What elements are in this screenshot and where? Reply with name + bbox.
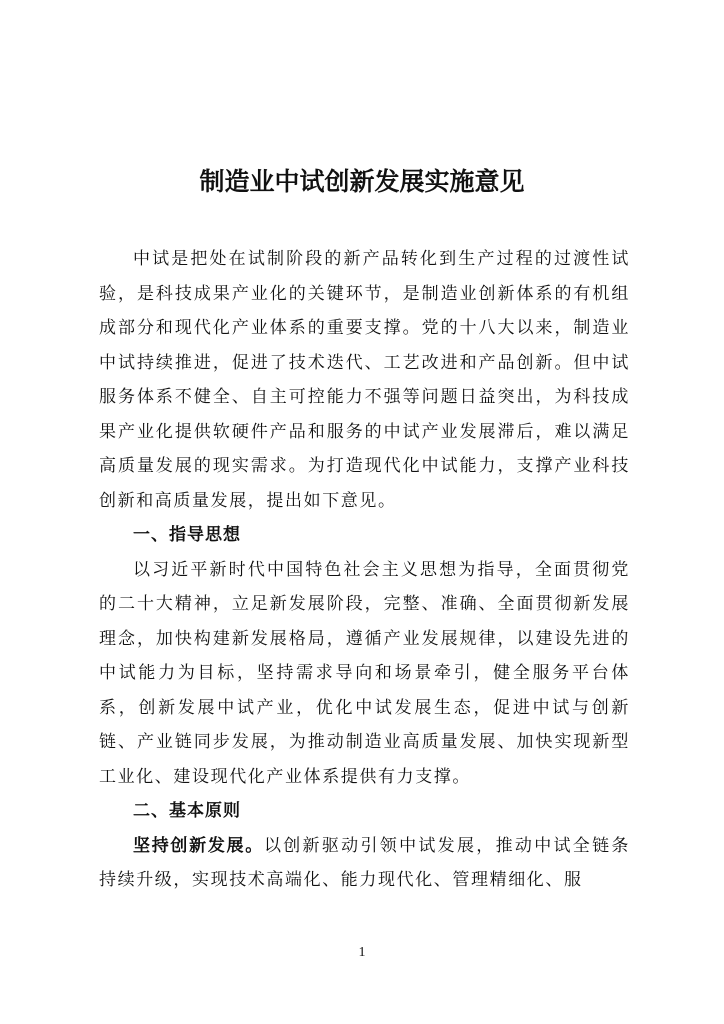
section-heading-basic-principles: 二、基本原则 bbox=[133, 801, 241, 821]
principle-text-innovation: 以创新驱动引领中试发展，推动中试全链条持续升级，实现技术高端化、能力现代化、管理精细化、服 bbox=[99, 835, 631, 890]
document-title: 制造业中试创新发展实施意见 bbox=[199, 167, 525, 196]
document-body bbox=[99, 242, 630, 898]
intro-paragraph: 中试是把处在试制阶段的新产品转化到生产过程的过渡性试验，是科技成果产业化的关键环节，是制造业创新体系的有机组成部分和现代化产业体系的重要支撑。党的十八大以来，制造业中试持续推进，促进了技术迭代、工艺改进和产品创新。但中试服务体系不健全、自主可控能力不强等问题日益突出，为科技成果产业化提供软硬件产品和服务的中试产业发展滞后，难以满足高质量发展的现实需求。为打造现代化中试能力，支撑产业科技创新和高质量发展，提出如下意见。 bbox=[99, 249, 630, 511]
guiding-ideology-paragraph: 以习近平新时代中国特色社会主义思想为指导，全面贯彻党的二十大精神，立足新发展阶段，完整、准确、全面贯彻新发展理念，加快构建新发展格局，遵循产业发展规律，以建设先进的中试能力为目标，坚持需求导向和场景牵引，健全服务平台体系，创新发展中试产业，优化中试发展生态，促进中试与创新链、产业链同步发展，为推动制造业高质量发展、加快实现新型工业化、建设现代化产业体系提供有力支撑。 bbox=[99, 559, 630, 787]
basic-principles-paragraph bbox=[99, 829, 630, 898]
section-heading-guiding-ideology: 一、指导思想 bbox=[133, 525, 241, 545]
page-number: 1 bbox=[358, 945, 366, 960]
principle-lead-innovation: 坚持创新发展。 bbox=[133, 835, 264, 856]
